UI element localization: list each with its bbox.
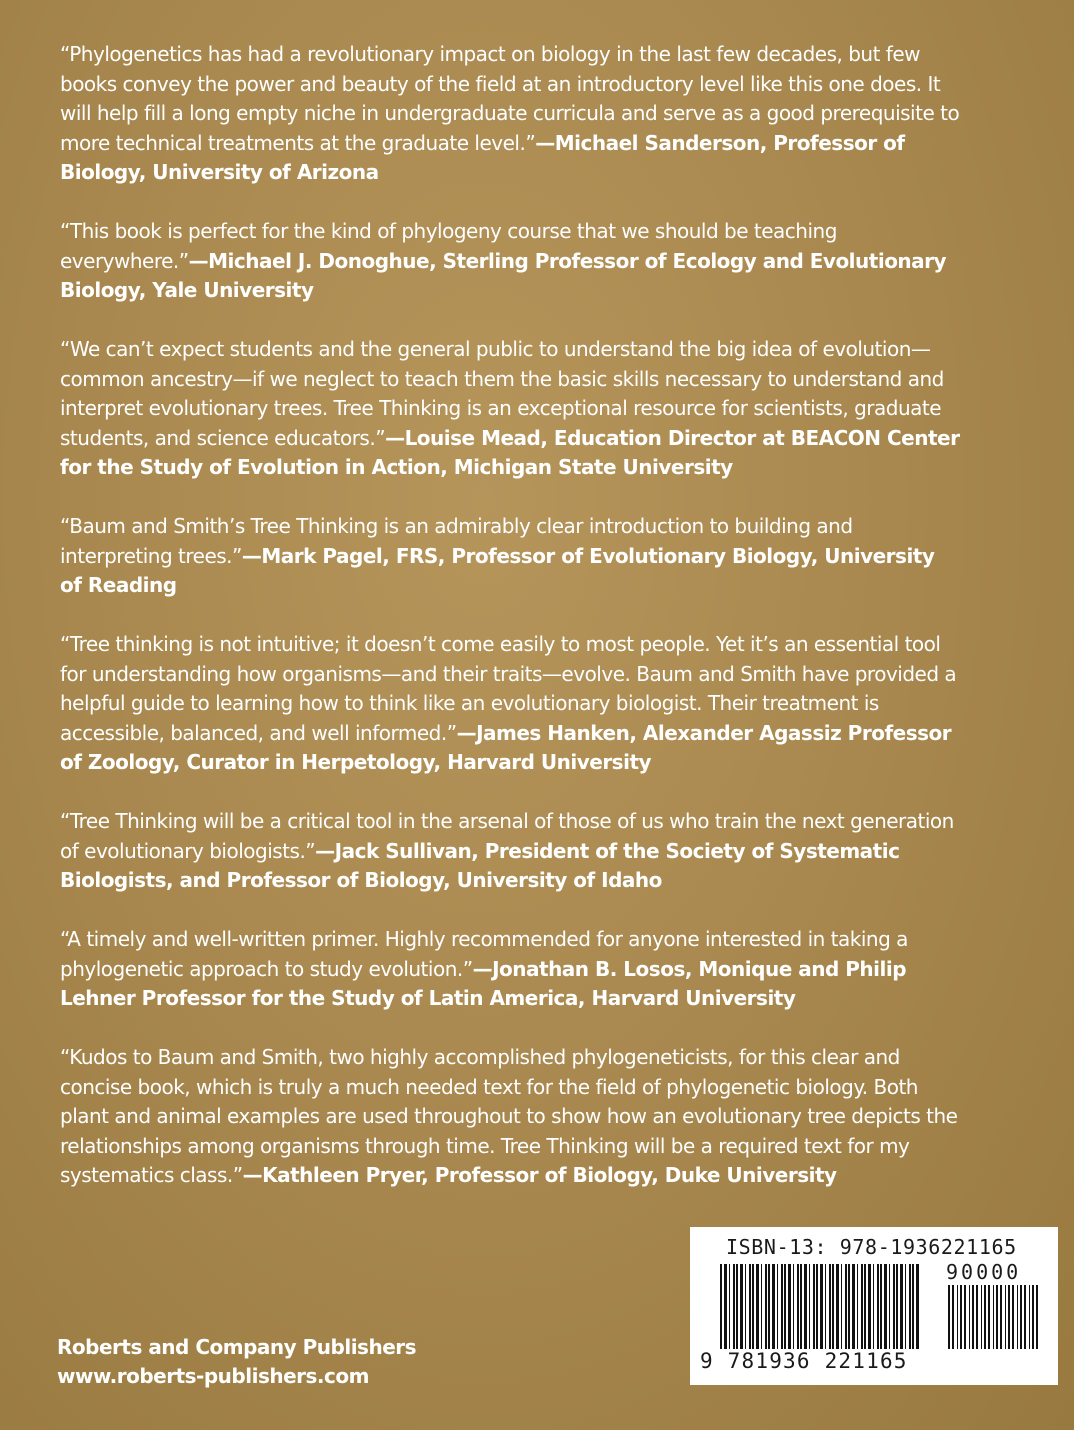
endorsement-quote: “Baum and Smith’s Tree Thinking is an admirably clear introduction to building and interpreting trees.”: [60, 514, 853, 568]
endorsement-quote: “A timely and well-written primer. Highly recommended for anyone interested in taking a phylogenetic approach to study evolution.”: [60, 927, 908, 981]
endorsement-quote: “Tree Thinking will be a critical tool in the arsenal of those of us who train the next generation of evolutionary biologists.”: [60, 809, 954, 863]
isbn-label: ISBN-13: 978-1936221165: [726, 1235, 1017, 1259]
endorsement-attribution: —Jack Sullivan, President of the Society of Systematic Biologists, and Professor of Biology, University of Idaho: [60, 838, 900, 892]
publisher-name: Roberts and Company Publishers: [57, 1335, 417, 1359]
publisher-info: [57, 1333, 416, 1391]
endorsement-quote: “We can’t expect students and the general public to understand the big idea of evolution—common ancestry—if we neglect to teach them the basic skills necessary to understand and interpret evolutionary trees. Tree Thinking is an exceptional resource for scientists, graduate students, and science educators.”: [60, 337, 944, 450]
endorsement-attribution: —Michael Sanderson, Professor of Biology, University of Arizona: [60, 130, 905, 184]
endorsement-attribution: —Michael J. Donoghue, Sterling Professor of Ecology and Evolutionary Biology, Yale University: [60, 248, 947, 302]
price-addon-digits: 90000: [946, 1260, 1022, 1284]
endorsement-quote: “Tree thinking is not intuitive; it doesn’t come easily to most people. Yet it’s an essential tool for understanding how organisms—and their traits—evolve. Baum and Smith have provided a helpful guide to learning how to think like an evolutionary biologist. Their treatment is accessible, balanced, and well informed.”: [60, 632, 957, 745]
ean-barcode-bars: [720, 1264, 920, 1349]
endorsement-quote: “This book is perfect for the kind of phylogeny course that we should be teaching everywhere.”: [60, 219, 837, 273]
endorsement: [60, 40, 960, 188]
endorsement-attribution: —Mark Pagel, FRS, Professor of Evolutionary Biology, University of Reading: [60, 543, 935, 597]
endorsement-attribution: —James Hanken, Alexander Agassiz Professor of Zoology, Curator in Herpetology, Harvard University: [60, 720, 952, 774]
endorsement-attribution: —Jonathan B. Losos, Monique and Philip Lehner Professor for the Study of Latin America, Harvard University: [60, 956, 907, 1010]
endorsements-list: [60, 40, 960, 1220]
endorsement: [60, 807, 960, 896]
endorsement: [60, 630, 960, 778]
endorsement: [60, 512, 960, 601]
endorsement-quote: “Phylogenetics has had a revolutionary impact on biology in the last few decades, but few books convey the power and beauty of the field at an introductory level like this one does. It will help fill a long empty niche in undergraduate curricula and serve as a good prerequisite to more technical treatments at the graduate level.”: [60, 42, 960, 155]
endorsement-attribution: —Kathleen Pryer, Professor of Biology, Duke University: [242, 1163, 837, 1187]
endorsement: [60, 1043, 960, 1191]
endorsement-quote: “Kudos to Baum and Smith, two highly accomplished phylogeneticists, for this clear and concise book, which is truly a much needed text for the field of phylogenetic biology. Both plant and animal examples are used throughout to show how an evolutionary tree depicts the relationships among organisms through time. Tree Thinking will be a required text for my systematics class.”: [60, 1045, 958, 1187]
endorsement: [60, 217, 960, 306]
isbn-barcode: [690, 1227, 1058, 1385]
endorsement-attribution: —Louise Mead, Education Director at BEACON Center for the Study of Evolution in Action, Michigan State University: [60, 425, 960, 479]
endorsement: [60, 925, 960, 1014]
ean-digits: 9 781936 221165: [700, 1349, 908, 1373]
endorsement: [60, 335, 960, 483]
addon-barcode-bars: [948, 1285, 1040, 1349]
publisher-url: www.roberts-publishers.com: [57, 1364, 369, 1388]
